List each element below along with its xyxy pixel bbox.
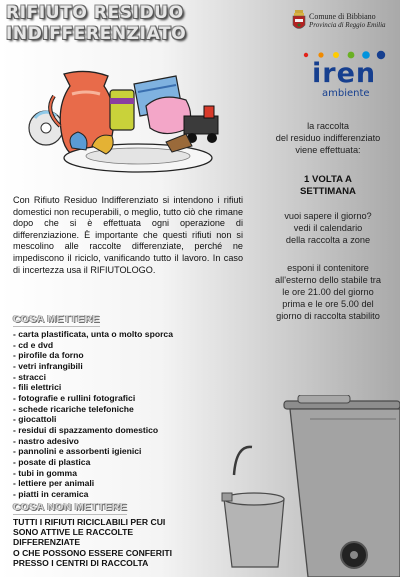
frequency-line-2: SETTIMANA — [300, 186, 356, 197]
brand-dot — [304, 53, 308, 57]
list-item: - pirofile da forno — [13, 350, 84, 361]
list-item: - schede ricariche telefoniche — [13, 403, 134, 414]
expose-line-3: le ore 21.00 del giorno — [282, 287, 374, 297]
list-item: - pannolini e assorbenti igienici — [13, 446, 142, 457]
expose-line-4: prima e le ore 5.00 del — [282, 299, 374, 309]
list-item: - stracci — [13, 371, 46, 382]
list-item: - piatti in ceramica — [13, 488, 89, 499]
brand-dot — [377, 51, 385, 59]
list-item: - carta plastificata, unta o molto sporca — [13, 329, 173, 339]
list-item: - tubi in gomma — [13, 467, 77, 478]
waste-illustration-icon — [26, 66, 226, 186]
brand-dot — [318, 52, 323, 57]
warning-line: O CHE POSSONO ESSERE CONFERITI — [13, 547, 173, 558]
list-item: - fotografie e rullini fotografici — [13, 392, 136, 403]
list-item: - lettiere per animali — [13, 478, 95, 489]
frequency-line-1: 1 VOLTA A — [304, 174, 352, 185]
warning-line: TUTTI I RIFIUTI RICICLABILI PER CUI — [13, 517, 166, 527]
warning-line: SONO ATTIVE LE RACCOLTE — [13, 527, 134, 538]
cosa-mettere-list — [13, 329, 173, 500]
warning-line: DIFFERENZIATE — [13, 537, 81, 548]
iren-logo: iren — [312, 58, 377, 89]
list-item: - residui di spazzamento domestico — [13, 424, 159, 435]
warning-line: PRESSO I CENTRI DI RACCOLTA — [13, 557, 149, 568]
crest-icon — [292, 10, 306, 32]
iren-logo-sub: ambiente — [322, 88, 370, 99]
question-line-1: vuoi sapere il giorno? — [284, 211, 372, 221]
comune-province: Provincia di Reggio Emilia — [309, 21, 386, 29]
section-cosa-mettere: COSA METTERE — [13, 313, 100, 325]
list-item: - vetri infrangibili — [13, 360, 83, 371]
list-item: - fili elettrici — [13, 382, 62, 393]
title-line-2: INDIFFERENZIATO — [6, 24, 187, 44]
question-line-2: vedi il calendario — [293, 223, 363, 233]
expose-line-1: esponi il contenitore — [287, 263, 369, 273]
intro-paragraph: Con Rifiuto Residuo Indifferenziato si intendono i rifiuti domestici non recuperabili, o meglio, tutto ciò che rimane dopo che si è effettuata ogni operazione di differenziazione. È importante che questi rifiuti non si mescolino alle raccolte differenziate, perché ne impediscono il riciclo, vanificando tutto il lavoro. In caso di incertezza usa il RIFIUTOLOGO. — [13, 195, 243, 275]
expose-line-5: giorno di raccolta stabilito — [276, 311, 380, 321]
list-item: - giocattoli — [13, 414, 57, 425]
question-line-3: della raccolta a zone — [285, 235, 371, 245]
cosa-non-mettere-text — [13, 517, 233, 568]
list-item: - nastro adesivo — [13, 435, 79, 446]
section-cosa-non-mettere: COSA NON METTERE — [13, 501, 128, 513]
title-line-1: RIFIUTO RESIDUO — [6, 3, 184, 23]
list-item: - posate di plastica — [13, 456, 91, 467]
comune-name: Comune di Bibbiano — [309, 12, 376, 21]
waste-bins-icon — [218, 395, 400, 577]
schedule-line-1: la raccolta — [307, 121, 349, 131]
schedule-line-3: viene effettuata: — [295, 145, 361, 155]
expose-line-2: all'esterno dello stabile tra — [275, 275, 381, 285]
list-item: - cd e dvd — [13, 339, 54, 350]
schedule-line-2: del residuo indifferenziato — [275, 133, 381, 143]
page-title — [6, 3, 256, 45]
